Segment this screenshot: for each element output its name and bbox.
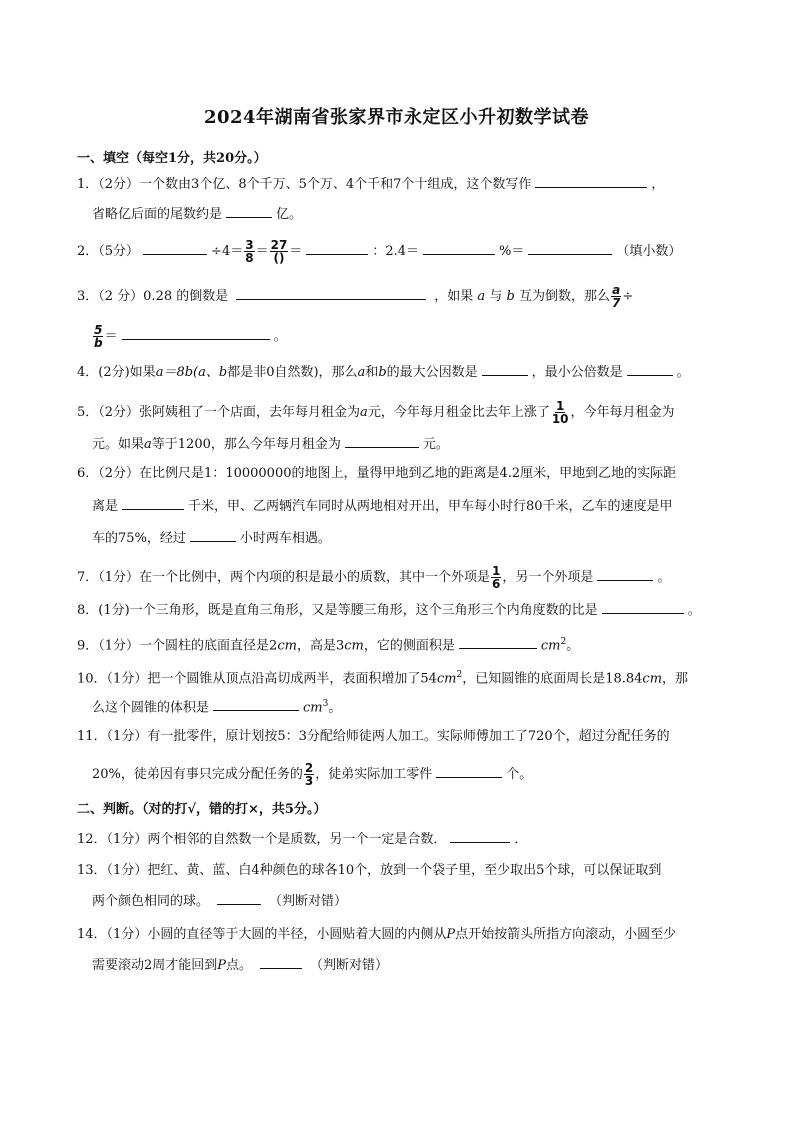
q9-text: 9．（1分）一个圆柱的底面直径是2 <box>77 638 278 654</box>
question-10-line-2 <box>92 694 723 718</box>
q5-text-f: 元。 <box>422 437 449 452</box>
q14-text-c: 需要滚动2周才能回到 <box>92 958 218 973</box>
q4-text-d: 的最大公因数是 <box>386 365 478 380</box>
q2-text: 2．（5分） <box>77 244 140 259</box>
section-heading-true-false: 二、判断。（对的打√，错的打×，共5分。） <box>77 802 327 817</box>
answer-blank[interactable] <box>236 286 426 300</box>
var-a: a <box>144 437 152 452</box>
unit-cm: cm <box>303 700 323 716</box>
q2-text-f: （填小数） <box>616 244 682 259</box>
question-6-line-3 <box>92 528 723 549</box>
unit-exponent: 3 <box>322 699 329 709</box>
answer-blank[interactable] <box>436 764 502 778</box>
answer-blank[interactable] <box>528 241 612 255</box>
q5-text: 5．（2分）张阿姨租了一个店面，去年每月租金为 <box>77 405 361 420</box>
answer-blank[interactable] <box>226 204 272 218</box>
question-14-line-1 <box>77 925 723 945</box>
var-p: P <box>217 958 227 973</box>
q13-end: （判断对错） <box>269 894 348 909</box>
q1-text-end: ， <box>651 177 665 192</box>
q9-end: 。 <box>566 638 580 654</box>
q6-text-e: 小时两车相遇。 <box>239 531 331 546</box>
q3-text-b: ，如果 <box>434 289 474 304</box>
unit-exponent: 2 <box>456 670 463 680</box>
answer-blank[interactable] <box>597 567 653 581</box>
q6-text-c: 千米，甲、乙两辆汽车同时从两地相对开出，甲车每小时行80千米，乙车的速度是甲 <box>188 499 673 514</box>
q10-text: 10．（1分）把一个圆锥从顶点沿高切成两半，表面积增加了54 <box>77 671 437 687</box>
fraction: $\frac{27}{()}$ <box>270 238 288 265</box>
question-6-line-2 <box>92 496 723 517</box>
q5-text-e: 等于1200，那么今年每月租金为 <box>151 437 341 452</box>
q7-text: 7．（1分）在一个比例中，两个内项的积是最小的质数，其中一个外项是 <box>77 570 491 585</box>
q4-text-e: ，最小公倍数是 <box>531 365 623 380</box>
question-8-line-1 <box>77 600 723 621</box>
unit-cm: cm <box>436 671 457 687</box>
answer-blank[interactable] <box>217 891 261 905</box>
q10-end: 。 <box>328 700 342 716</box>
question-13-line-1 <box>77 861 723 881</box>
answer-blank[interactable] <box>190 528 236 542</box>
answer-blank[interactable] <box>459 635 537 649</box>
question-5-line-2 <box>92 434 723 455</box>
q9-text-b: ，高是3 <box>296 638 345 654</box>
answer-blank[interactable] <box>423 241 495 255</box>
fraction: $\frac{1}{10}$ <box>551 399 569 426</box>
unit-cm: cm <box>642 671 663 687</box>
q14-text: 14．（1分）小圆的直径等于大圆的半径，小圆贴着大圆的内侧从 <box>77 927 447 942</box>
answer-blank[interactable] <box>306 241 368 255</box>
q13-text-b: 两个颜色相同的球。 <box>92 894 210 909</box>
page-title: 2024年湖南省张家界市永定区小升初数学试卷 <box>203 107 590 128</box>
q12-end: ． <box>514 832 528 847</box>
question-10-line-1 <box>77 665 723 689</box>
q10-text-d: 么这个圆锥的体积是 <box>92 700 210 716</box>
question-3-line-1 <box>77 284 723 309</box>
q4-text-c: 和 <box>365 365 379 380</box>
unit-cm: cm <box>540 638 561 654</box>
fraction: $\frac{1}{6}$ <box>492 564 501 591</box>
answer-blank[interactable] <box>482 362 528 376</box>
q5-text-b: 元，今年每月租金比去年上涨了 <box>367 405 550 420</box>
q5-text-c: ，今年每月租金为 <box>570 405 675 420</box>
q2-equals: ＝ <box>255 244 269 259</box>
q1-text: 1．（2分）一个数由3个亿、8个千万、5个万、4个千和7个十组成，这个数写作 <box>77 177 532 192</box>
q10-text-c: ，那 <box>662 671 689 687</box>
answer-blank[interactable] <box>345 434 419 448</box>
question-9-line-1 <box>77 632 723 656</box>
question-12-line-1 <box>77 829 723 850</box>
answer-blank[interactable] <box>143 241 207 255</box>
q4-expression: a＝8b(a、b <box>155 365 228 380</box>
q1-text-2: 省略亿后面的尾数约是 <box>92 207 223 222</box>
q3-text-d: 互为倒数，那么 <box>518 289 610 304</box>
answer-blank[interactable] <box>260 955 302 969</box>
q10-text-b: ，已知圆锥的底面周长是18.84 <box>462 671 643 687</box>
q4-end: 。 <box>676 365 690 380</box>
question-4-line-1 <box>77 362 723 383</box>
q2-text-b: ÷4＝ <box>211 244 244 259</box>
question-7-line-1 <box>77 565 723 590</box>
fraction: $\frac{3}{8}$ <box>245 238 254 265</box>
section-heading-fill-in: 一、填空（每空1分，共20分。） <box>77 151 267 166</box>
q8-end: 。 <box>687 603 701 618</box>
q3-divide: ÷ <box>622 289 634 304</box>
var-a: a <box>477 289 486 304</box>
q12-text: 12．（1分）两个相邻的自然数一个是质数，另一个一定是合数． <box>77 832 447 847</box>
unit-cm: cm <box>277 638 297 654</box>
q2-text-c: ＝ <box>289 244 303 259</box>
q7-text-b: ，另一个外项是 <box>502 570 594 585</box>
q9-text-c: ，它的侧面积是 <box>363 638 455 654</box>
q4-text: 4．(2分)如果 <box>77 365 156 380</box>
fraction: $\frac{5}{b}$ <box>94 323 103 350</box>
answer-blank[interactable] <box>213 697 299 711</box>
question-3-line-2 <box>92 324 723 349</box>
question-2-line-1 <box>77 239 723 264</box>
q1-text-2-end: 亿。 <box>276 207 303 222</box>
var-a: a <box>357 365 366 380</box>
unit-cm: cm <box>344 638 364 654</box>
answer-blank[interactable] <box>627 362 673 376</box>
q4-text-b: 都是非0自然数)，那么 <box>227 365 358 380</box>
q6-text-b: 离是 <box>92 499 119 514</box>
question-14-line-2 <box>92 955 723 976</box>
q11-text-b: 20%，徒弟因有事只完成分配任务的 <box>92 767 303 782</box>
fraction: $\frac{a}{7}$ <box>611 283 621 310</box>
var-b: b <box>506 289 515 304</box>
q14-text-d: 点。 <box>226 958 253 973</box>
answer-blank[interactable] <box>450 829 510 843</box>
unit-exponent: 2 <box>560 637 567 647</box>
question-11-line-1 <box>77 727 723 747</box>
q6-text: 6．（2分）在比例尺是1：10000000的地图上，量得甲地到乙地的距离是4.2厘米，甲地到乙地的实际距 <box>77 466 677 481</box>
q11-text-c: ，徒弟实际加工零件 <box>315 767 433 782</box>
q2-text-d: ：2.4＝ <box>372 244 419 259</box>
q3-text-c: 与 <box>489 289 503 304</box>
q2-text-e: %＝ <box>499 244 525 259</box>
fraction: $\frac{2}{3}$ <box>304 761 314 788</box>
question-6-line-1 <box>77 464 723 484</box>
var-p: P <box>446 927 456 942</box>
var-b: b <box>378 365 387 380</box>
q3-equals: ＝ <box>104 329 118 344</box>
q11-text: 11．（1分）有一批零件，原计划按5：3分配给师徒两人加工。实际师傅加工了720个，超过分配任务的 <box>77 729 670 744</box>
answer-blank[interactable] <box>122 496 184 510</box>
question-1-line-1 <box>77 174 723 195</box>
q13-text: 13．（1分）把红、黄、蓝、白4种颜色的球各10个，放到一个袋子里，至少取出5个球，可以保证取到 <box>77 863 662 878</box>
q5-text-d: 元。如果 <box>92 437 145 452</box>
q14-text-b: 点开始按箭头所指方向滚动，小圆至少 <box>455 927 677 942</box>
q7-end: 。 <box>657 570 671 585</box>
answer-blank[interactable] <box>602 600 684 614</box>
question-5-line-1 <box>77 400 723 425</box>
question-11-line-2 <box>92 762 723 787</box>
question-13-line-2 <box>92 891 723 912</box>
question-1-line-2 <box>92 204 723 225</box>
q11-end: 个。 <box>506 767 533 782</box>
answer-blank[interactable] <box>122 326 270 340</box>
q8-text: 8．(1分)一个三角形，既是直角三角形，又是等腰三角形，这个三角形三个内角度数的比是 <box>77 603 598 618</box>
q6-text-d: 车的75%，经过 <box>92 531 186 546</box>
q3-end: 。 <box>273 329 287 344</box>
q3-text: 3．（2 分）0.28 的倒数是 <box>77 289 229 304</box>
q14-end: （判断对错） <box>310 958 389 973</box>
var-a: a <box>360 405 368 420</box>
answer-blank[interactable] <box>535 174 647 188</box>
